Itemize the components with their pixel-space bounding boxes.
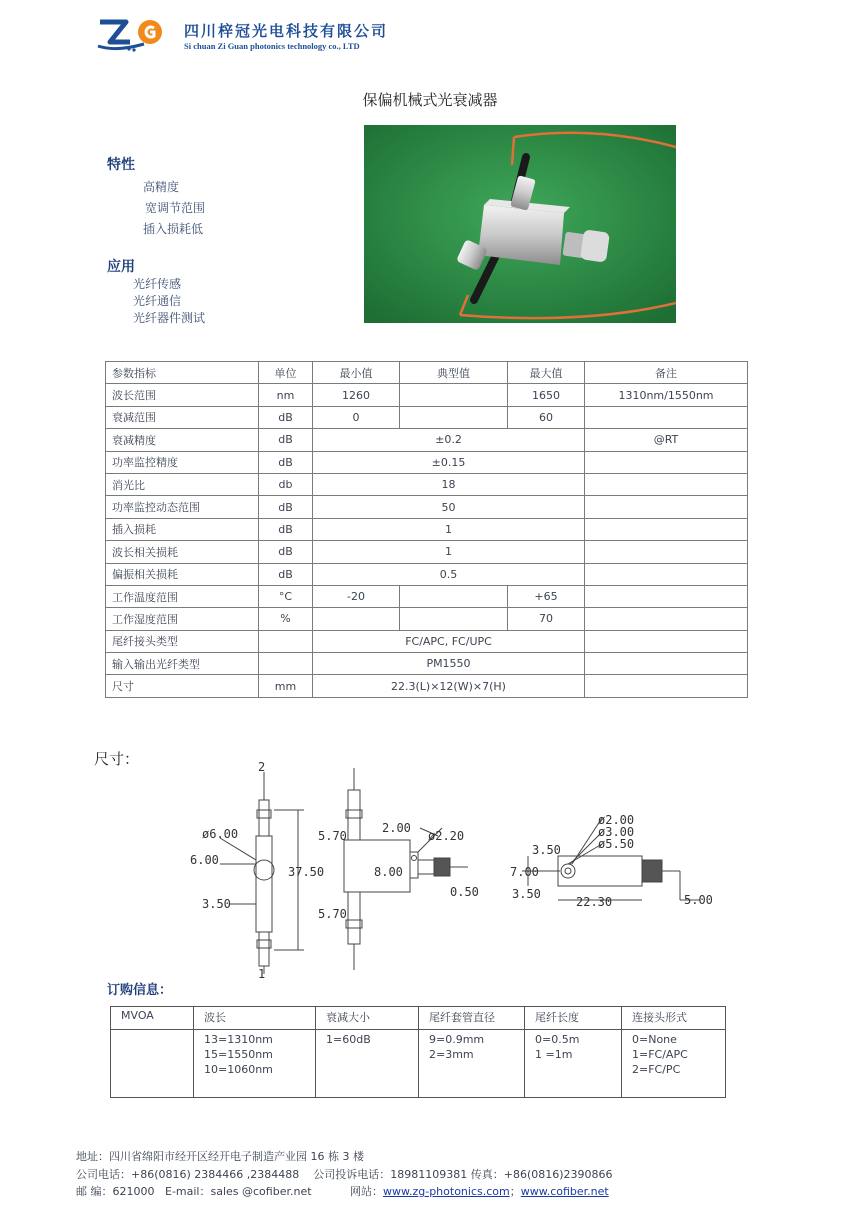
param-cell: 波长范围: [106, 384, 259, 406]
note-cell: [585, 406, 748, 428]
dim-label: ø6.00: [202, 827, 239, 841]
dim-label: 37.50: [288, 865, 325, 879]
param-cell: 偏振相关损耗: [106, 563, 259, 585]
value-cell: ±0.2: [313, 429, 585, 451]
table-row: [106, 496, 748, 518]
param-cell: 波长相关损耗: [106, 541, 259, 563]
min-cell: [313, 608, 400, 630]
note-cell: [585, 518, 748, 540]
dimension-drawing: [190, 760, 730, 980]
option-text: 1=60dB: [326, 1033, 371, 1046]
dim-label: ø2.00: [598, 813, 635, 827]
dim-label: 5.70: [318, 907, 347, 921]
application-item: 光纤器件测试: [133, 311, 206, 325]
table-row: [106, 518, 748, 540]
note-cell: [585, 451, 748, 473]
min-cell: 0: [313, 406, 400, 428]
unit-cell: dB: [259, 451, 313, 473]
feature-item: 宽调节范围: [145, 201, 206, 215]
value-cell: PM1550: [313, 653, 585, 675]
note-cell: [585, 585, 748, 607]
typ-cell: [400, 608, 508, 630]
option-text: 1=FC/APC: [632, 1048, 688, 1061]
table-row: [106, 675, 748, 697]
param-cell: 工作湿度范围: [106, 608, 259, 630]
param-cell: 衰减精度: [106, 429, 259, 451]
note-cell: [585, 653, 748, 675]
unit-cell: db: [259, 473, 313, 495]
dim-label: 7.00: [510, 865, 539, 879]
table-row: [106, 608, 748, 630]
value-cell: 0.5: [313, 563, 585, 585]
param-cell: 插入损耗: [106, 518, 259, 540]
typ-cell: [400, 384, 508, 406]
max-cell: 70: [508, 608, 585, 630]
note-cell: [585, 675, 748, 697]
option-text: 0=0.5m: [535, 1033, 580, 1046]
applications-heading: 应用: [107, 259, 135, 275]
website-link[interactable]: www.zg-photonics.com: [383, 1185, 510, 1198]
unit-cell: dB: [259, 541, 313, 563]
company-name-en: Si chuan Zi Guan photonics technology co., LTD: [184, 41, 360, 51]
option-text: 2=FC/PC: [632, 1063, 681, 1076]
header-cell: 单位: [259, 362, 313, 384]
header-cell: 典型值: [400, 362, 508, 384]
table-row: [106, 451, 748, 473]
dim-label: 3.50: [512, 887, 541, 901]
max-cell: +65: [508, 585, 585, 607]
header-cell: 最小值: [313, 362, 400, 384]
side-view: [190, 760, 324, 980]
header-cell: 备注: [585, 362, 748, 384]
footer-phones: [76, 1166, 613, 1182]
footer-web-label: 网站：: [350, 1185, 383, 1198]
note-cell: [585, 630, 748, 652]
dim-label: ø3.00: [598, 825, 635, 839]
unit-cell: [259, 630, 313, 652]
feature-item: 高精度: [143, 180, 180, 194]
dim-label: 1: [258, 967, 266, 980]
unit-cell: [259, 653, 313, 675]
feature-item: 插入损耗低: [143, 222, 204, 236]
ordering-cell-length: [525, 1030, 622, 1098]
unit-cell: dB: [259, 406, 313, 428]
param-cell: 衰减范围: [106, 406, 259, 428]
param-cell: 功率监控动态范围: [106, 496, 259, 518]
max-cell: 60: [508, 406, 585, 428]
application-item: 光纤通信: [133, 294, 182, 308]
dim-label: ø5.50: [598, 837, 635, 851]
header-cell: 连接头形式: [622, 1007, 726, 1030]
product-photo: [364, 125, 676, 323]
footer-complaint: 公司投诉电话：18981109381 传真：+86(0816)2390866: [313, 1168, 613, 1181]
dim-label: 8.00: [374, 865, 403, 879]
ordering-cell-wavelength: [194, 1030, 316, 1098]
table-row: [106, 406, 748, 428]
ordering-header-row: [111, 1007, 726, 1030]
dim-label: 6.00: [190, 853, 219, 867]
header-cell: 参数指标: [106, 362, 259, 384]
header-cell: 最大值: [508, 362, 585, 384]
note-cell: [585, 608, 748, 630]
unit-cell: dB: [259, 496, 313, 518]
table-row: [106, 541, 748, 563]
note-cell: 1310nm/1550nm: [585, 384, 748, 406]
unit-cell: dB: [259, 429, 313, 451]
note-cell: [585, 563, 748, 585]
ordering-cell-attenuation: [316, 1030, 419, 1098]
footer-email: E-mail：sales @cofiber.net: [165, 1185, 312, 1198]
min-cell: -20: [313, 585, 400, 607]
dim-label: 3.50: [202, 897, 231, 911]
note-cell: @RT: [585, 429, 748, 451]
top-view: [510, 813, 713, 909]
dim-label: 2.00: [382, 821, 411, 835]
front-view: [318, 768, 479, 970]
ordering-cell-tube: [419, 1030, 525, 1098]
option-text: 13=1310nm: [204, 1033, 273, 1046]
param-cell: 输入输出光纤类型: [106, 653, 259, 675]
header-cell: MVOA: [111, 1007, 194, 1030]
spec-table: [105, 361, 748, 698]
value-cell: ±0.15: [313, 451, 585, 473]
table-row: [106, 630, 748, 652]
dimensions-heading: 尺寸：: [94, 750, 140, 768]
value-cell: 1: [313, 541, 585, 563]
unit-cell: dB: [259, 518, 313, 540]
table-row: [111, 1030, 726, 1098]
table-row: [106, 473, 748, 495]
option-text: 1 =1m: [535, 1048, 573, 1061]
footer-postcode: 邮 编：621000: [76, 1185, 155, 1198]
dim-label: 3.50: [532, 843, 561, 857]
company-logo: [96, 16, 172, 54]
footer-contact: [76, 1183, 609, 1199]
footer-phone: 公司电话：+86(0816) 2384466 ,2384488: [76, 1168, 300, 1181]
dim-label: 0.50: [450, 885, 479, 899]
value-cell: 18: [313, 473, 585, 495]
option-text: 2=3mm: [429, 1048, 474, 1061]
table-row: [106, 585, 748, 607]
dim-label: 2: [258, 760, 266, 774]
table-row: [106, 429, 748, 451]
table-row: [106, 563, 748, 585]
dim-label: 5.00: [684, 893, 713, 907]
value-cell: 50: [313, 496, 585, 518]
document-title: 保偏机械式光衰减器: [362, 91, 498, 109]
param-cell: 工作温度范围: [106, 585, 259, 607]
unit-cell: nm: [259, 384, 313, 406]
max-cell: 1650: [508, 384, 585, 406]
typ-cell: [400, 406, 508, 428]
header-cell: 尾纤长度: [525, 1007, 622, 1030]
param-cell: 功率监控精度: [106, 451, 259, 473]
header-cell: 尾纤套管直径: [419, 1007, 525, 1030]
option-text: 0=None: [632, 1033, 677, 1046]
header-cell: 波长: [194, 1007, 316, 1030]
option-text: 10=1060nm: [204, 1063, 273, 1076]
param-cell: 消光比: [106, 473, 259, 495]
footer-address: 地址：四川省绵阳市经开区经开电子制造产业园 16 栋 3 楼: [76, 1150, 364, 1163]
company-name-cn: 四川梓冠光电科技有限公司: [184, 22, 389, 40]
value-cell: 22.3(L)×12(W)×7(H): [313, 675, 585, 697]
typ-cell: [400, 585, 508, 607]
application-item: 光纤传感: [133, 277, 182, 291]
note-cell: [585, 496, 748, 518]
ordering-heading: 订购信息：: [107, 983, 173, 998]
table-row: [106, 384, 748, 406]
option-text: 9=0.9mm: [429, 1033, 485, 1046]
spec-header-row: [106, 362, 748, 384]
ordering-table: [110, 1006, 726, 1098]
unit-cell: °C: [259, 585, 313, 607]
ordering-cell-mvoa: [111, 1030, 194, 1098]
unit-cell: mm: [259, 675, 313, 697]
min-cell: 1260: [313, 384, 400, 406]
dim-label: ø2.20: [428, 829, 465, 843]
value-cell: FC/APC, FC/UPC: [313, 630, 585, 652]
table-row: [106, 653, 748, 675]
dim-label: 22.30: [576, 895, 613, 909]
footer-web-sep: ；: [509, 1185, 521, 1198]
header-cell: 衰减大小: [316, 1007, 419, 1030]
dim-label: 5.70: [318, 829, 347, 843]
param-cell: 尺寸: [106, 675, 259, 697]
unit-cell: dB: [259, 563, 313, 585]
value-cell: 1: [313, 518, 585, 540]
note-cell: [585, 541, 748, 563]
features-heading: 特性: [107, 157, 135, 173]
option-text: 15=1550nm: [204, 1048, 273, 1061]
unit-cell: %: [259, 608, 313, 630]
note-cell: [585, 473, 748, 495]
website-link[interactable]: www.cofiber.net: [520, 1185, 609, 1198]
ordering-cell-connector: [622, 1030, 726, 1098]
param-cell: 尾纤接头类型: [106, 630, 259, 652]
